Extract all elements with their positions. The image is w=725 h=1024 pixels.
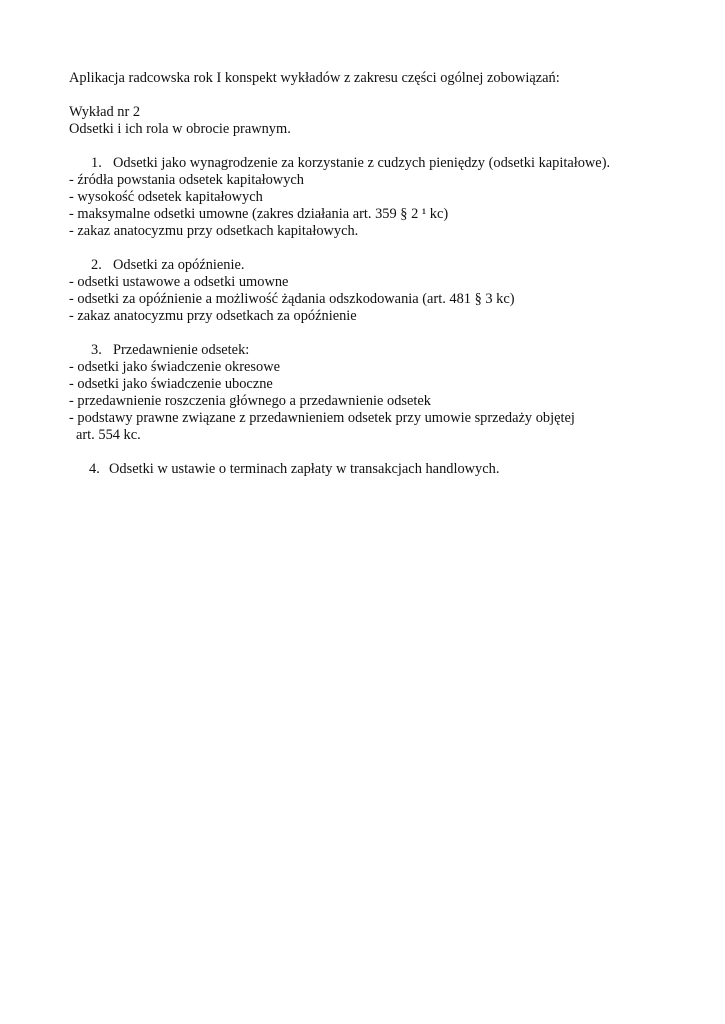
section-3-heading	[91, 342, 249, 359]
list-item: - odsetki za opóźnienie a możliwość żądania odszkodowania (art. 481 § 3 kc)	[69, 291, 515, 307]
section-title: Odsetki w ustawie o terminach zapłaty w transakcjach handlowych.	[109, 461, 500, 477]
list-item: - źródła powstania odsetek kapitałowych	[69, 172, 304, 188]
section-number: 3.	[91, 342, 102, 358]
list-item: - maksymalne odsetki umowne (zakres działania art. 359 § 2 ¹ kc)	[69, 206, 449, 222]
list-item: - przedawnienie roszczenia głównego a przedawnienie odsetek	[69, 393, 431, 409]
list-item-continuation: art. 554 kc.	[76, 427, 141, 443]
lecture-title: Odsetki i ich rola w obrocie prawnym.	[69, 121, 291, 137]
section-1-heading	[91, 155, 610, 172]
lecture-number: Wykład nr 2	[69, 104, 141, 120]
document-header: Aplikacja radcowska rok I konspekt wykładów z zakresu części ogólnej zobowiązań:	[69, 70, 560, 86]
list-item: - podstawy prawne związane z przedawnieniem odsetek przy umowie sprzedaży objętej	[69, 410, 575, 426]
list-item: - zakaz anatocyzmu przy odsetkach kapitałowych.	[69, 223, 359, 239]
list-item: - wysokość odsetek kapitałowych	[69, 189, 263, 205]
list-item: - odsetki jako świadczenie uboczne	[69, 376, 273, 392]
section-number: 1.	[91, 155, 102, 171]
list-item: - odsetki jako świadczenie okresowe	[69, 359, 280, 375]
section-2-heading	[91, 257, 244, 274]
section-number: 4.	[89, 461, 100, 477]
section-title: Przedawnienie odsetek:	[113, 342, 250, 358]
list-item: - zakaz anatocyzmu przy odsetkach za opóźnienie	[69, 308, 357, 324]
section-title: Odsetki jako wynagrodzenie za korzystanie z cudzych pieniędzy (odsetki kapitałowe).	[113, 155, 611, 171]
section-4-heading	[89, 461, 499, 478]
section-title: Odsetki za opóźnienie.	[113, 257, 245, 273]
list-item: - odsetki ustawowe a odsetki umowne	[69, 274, 289, 290]
section-number: 2.	[91, 257, 102, 273]
